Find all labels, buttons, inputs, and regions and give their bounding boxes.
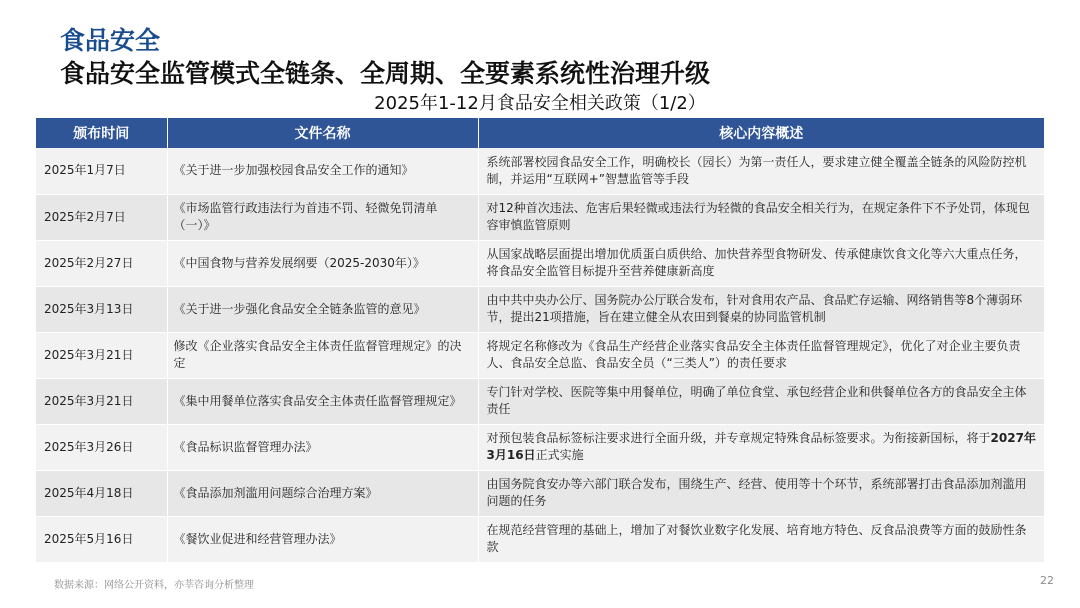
cell-summary (478, 424, 1044, 470)
cell-summary: 在规范经营管理的基础上，增加了对餐饮业数字化发展、培育地方特色、反食品浪费等方面的鼓励性条款 (478, 516, 1044, 562)
table-header-row (36, 118, 1044, 148)
cell-summary: 专门针对学校、医院等集中用餐单位，明确了单位食堂、承包经营企业和供餐单位各方的食品安全主体责任 (478, 378, 1044, 424)
cell-summary: 对12种首次违法、危害后果轻微或违法行为轻微的食品安全相关行为，在规定条件下不予处罚，体现包容审慎监管原则 (478, 194, 1044, 240)
table-row (36, 424, 1044, 470)
section-title: 食品安全 (60, 26, 161, 55)
summary-text: 正式实施 (535, 448, 584, 462)
table-row (36, 194, 1044, 240)
column-header-summary: 核心内容概述 (478, 118, 1044, 148)
column-header-date: 颁布时间 (36, 118, 167, 148)
summary-text: 对预包装食品标签标注要求进行全面升级，并专章规定特殊食品标签要求。为衔接新国标，将于 (486, 431, 991, 445)
cell-name: 《市场监管行政违法行为首违不罚、轻微免罚清单（一）》 (167, 194, 478, 240)
table-row (36, 148, 1044, 194)
source-note: 数据来源：网络公开资料，亦莘咨询分析整理 (54, 580, 254, 591)
cell-summary: 从国家战略层面提出增加优质蛋白质供给、加快营养型食物研发、传承健康饮食文化等六大重点任务，将食品安全监管目标提升至营养健康新高度 (478, 240, 1044, 286)
cell-name: 《食品添加剂滥用问题综合治理方案》 (167, 470, 478, 516)
table-row (36, 286, 1044, 332)
cell-name: 《餐饮业促进和经营管理办法》 (167, 516, 478, 562)
table-row (36, 332, 1044, 378)
cell-name: 修改《企业落实食品安全主体责任监督管理规定》的决定 (167, 332, 478, 378)
cell-date: 2025年2月27日 (36, 240, 167, 286)
page-number: 22 (1040, 574, 1054, 587)
policy-table (36, 118, 1044, 562)
cell-date: 2025年3月21日 (36, 332, 167, 378)
column-header-name: 文件名称 (167, 118, 478, 148)
table-row (36, 378, 1044, 424)
cell-date: 2025年2月7日 (36, 194, 167, 240)
table-row (36, 516, 1044, 562)
effective-date: 2027年3月16日 (486, 431, 1036, 462)
cell-name: 《关于进一步加强校园食品安全工作的通知》 (167, 148, 478, 194)
cell-summary: 由中共中央办公厅、国务院办公厅联合发布，针对食用农产品、食品贮存运输、网络销售等8个薄弱环节，提出21项措施，旨在建立健全从农田到餐桌的协同监管机制 (478, 286, 1044, 332)
cell-name: 《集中用餐单位落实食品安全主体责任监督管理规定》 (167, 378, 478, 424)
table-row (36, 470, 1044, 516)
cell-name: 《中国食物与营养发展纲要（2025-2030年）》 (167, 240, 478, 286)
cell-date: 2025年3月21日 (36, 378, 167, 424)
cell-summary: 系统部署校园食品安全工作，明确校长（园长）为第一责任人，要求建立健全覆盖全链条的风险防控机制，并运用“互联网+”智慧监管等手段 (478, 148, 1044, 194)
cell-date: 2025年1月7日 (36, 148, 167, 194)
table-row (36, 240, 1044, 286)
table-caption: 2025年1-12月食品安全相关政策（1/2） (374, 93, 706, 114)
cell-summary: 由国务院食安办等六部门联合发布，围绕生产、经营、使用等十个环节，系统部署打击食品添加剂滥用问题的任务 (478, 470, 1044, 516)
cell-date: 2025年3月13日 (36, 286, 167, 332)
cell-date: 2025年5月16日 (36, 516, 167, 562)
cell-summary: 将规定名称修改为《食品生产经营企业落实食品安全主体责任监督管理规定》，优化了对企业主要负责人、食品安全总监、食品安全员（“三类人”）的责任要求 (478, 332, 1044, 378)
cell-name: 《关于进一步强化食品安全全链条监管的意见》 (167, 286, 478, 332)
cell-date: 2025年4月18日 (36, 470, 167, 516)
cell-date: 2025年3月26日 (36, 424, 167, 470)
page-title: 食品安全监管模式全链条、全周期、全要素系统性治理升级 (60, 59, 711, 88)
cell-name: 《食品标识监督管理办法》 (167, 424, 478, 470)
